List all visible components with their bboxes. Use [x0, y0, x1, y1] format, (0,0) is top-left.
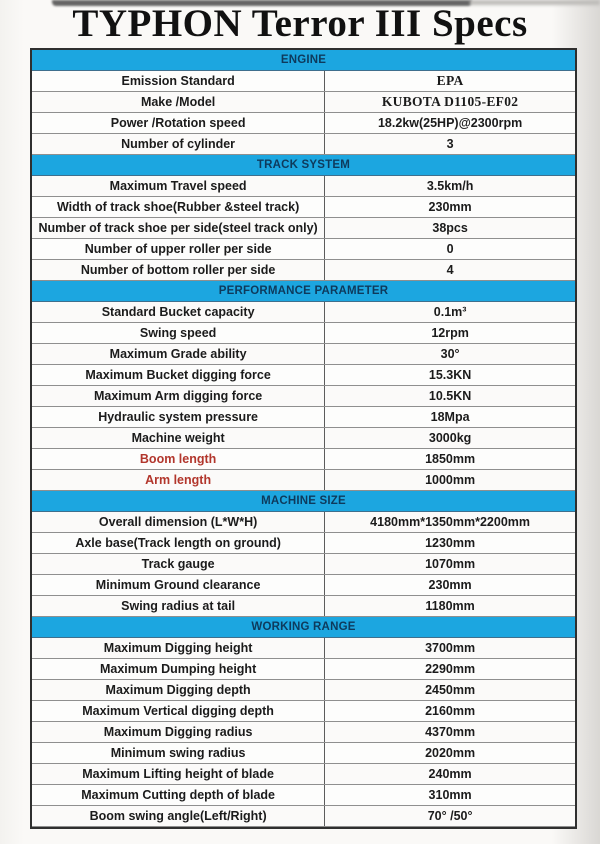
spec-value: 70° /50°: [427, 809, 473, 823]
spec-value: 1850mm: [425, 452, 476, 466]
spec-row: [32, 92, 575, 113]
section-header-engine: ENGINE: [32, 50, 575, 71]
spec-value: 3000kg: [428, 431, 472, 445]
spec-value: 3: [446, 137, 454, 151]
spec-label: Power /Rotation speed: [32, 113, 325, 133]
spec-row: [32, 134, 575, 155]
spec-value: KUBOTA D1105-EF02: [381, 94, 519, 109]
spec-row: [32, 344, 575, 365]
spec-value: 1180mm: [425, 599, 475, 613]
spec-label: Make /Model: [32, 92, 325, 112]
section-header-track-system: TRACK SYSTEM: [32, 155, 575, 176]
spec-value: 18.2kw(25HP)@2300rpm: [377, 116, 523, 130]
spec-label: Maximum Vertical digging depth: [32, 701, 325, 721]
spec-row: [32, 722, 575, 743]
spec-label: Maximum Travel speed: [32, 176, 325, 196]
spec-row: [32, 365, 575, 386]
spec-row: [32, 113, 575, 134]
spec-value: 18Mpa: [430, 410, 470, 424]
spec-value: 15.3KN: [428, 368, 472, 382]
spec-row: [32, 785, 575, 806]
spec-label: Emission Standard: [32, 71, 325, 91]
spec-label: Arm length: [32, 470, 325, 490]
spec-row: [32, 218, 575, 239]
spec-label: Maximum Digging radius: [32, 722, 325, 742]
section-header-machine-size: MACHINE SIZE: [32, 491, 575, 512]
spec-row: [32, 806, 575, 827]
spec-value: 1000mm: [425, 473, 476, 487]
spec-label: Boom swing angle(Left/Right): [32, 806, 325, 826]
spec-row: [32, 302, 575, 323]
spec-row: [32, 71, 575, 92]
spec-label: Swing speed: [32, 323, 325, 343]
spec-value: 2290mm: [425, 662, 476, 676]
spec-row: [32, 407, 575, 428]
spec-row: [32, 428, 575, 449]
spec-value: 30°: [440, 347, 460, 361]
spec-label: Maximum Dumping height: [32, 659, 325, 679]
spec-label: Maximum Cutting depth of blade: [32, 785, 325, 805]
spec-value: 4: [446, 263, 454, 277]
spec-label: Width of track shoe(Rubber &steel track): [32, 197, 325, 217]
spec-label: Number of bottom roller per side: [32, 260, 325, 280]
spec-label: Maximum Digging depth: [32, 680, 325, 700]
spec-label: Boom length: [32, 449, 325, 469]
spec-label: Swing radius at tail: [32, 596, 325, 616]
spec-label: Number of cylinder: [32, 134, 325, 154]
spec-label: Hydraulic system pressure: [32, 407, 325, 427]
spec-row: [32, 260, 575, 281]
spec-value: 12rpm: [431, 326, 469, 340]
spec-value: 240mm: [428, 767, 472, 781]
spec-value: 10.5KN: [428, 389, 472, 403]
spec-row: [32, 197, 575, 218]
spec-row: [32, 176, 575, 197]
spec-label: Maximum Bucket digging force: [32, 365, 325, 385]
spec-label: Number of track shoe per side(steel track only): [32, 218, 325, 238]
spec-label: Maximum Digging height: [32, 638, 325, 658]
spec-value: 0: [446, 242, 454, 256]
spec-row: [32, 680, 575, 701]
spec-row: [32, 764, 575, 785]
spec-row: [32, 743, 575, 764]
spec-value: 2020mm: [425, 746, 476, 760]
spec-label: Machine weight: [32, 428, 325, 448]
spec-value: 3700mm: [425, 641, 476, 655]
spec-label: Maximum Arm digging force: [32, 386, 325, 406]
spec-row: [32, 386, 575, 407]
spec-row: [32, 638, 575, 659]
spec-value: 1070mm: [425, 557, 476, 571]
spec-value: 310mm: [428, 788, 472, 802]
spec-value: 4180mm*1350mm*2200mm: [370, 515, 531, 529]
section-header-performance-parameter: PERFORMANCE PARAMETER: [32, 281, 575, 302]
spec-row: [32, 449, 575, 470]
spec-value: 1230mm: [425, 536, 476, 550]
spec-value: 0.1m³: [433, 305, 467, 319]
spec-value: EPA: [436, 73, 464, 88]
spec-label: Minimum Ground clearance: [32, 575, 325, 595]
spec-row: [32, 575, 575, 596]
spec-row: [32, 239, 575, 260]
spec-label: Number of upper roller per side: [32, 239, 325, 259]
spec-value: 38pcs: [432, 221, 468, 235]
section-header-working-range: WORKING RANGE: [32, 617, 575, 638]
spec-row: [32, 596, 575, 617]
spec-value: 230mm: [428, 200, 472, 214]
spec-row: [32, 554, 575, 575]
spec-row: [32, 701, 575, 722]
spec-value: 230mm: [428, 578, 472, 592]
spec-value: 2160mm: [425, 704, 476, 718]
spec-value: 3.5km/h: [426, 179, 474, 193]
spec-row: [32, 323, 575, 344]
spec-row: [32, 659, 575, 680]
spec-row: [32, 470, 575, 491]
spec-label: Maximum Lifting height of blade: [32, 764, 325, 784]
spec-row: [32, 533, 575, 554]
spec-label: Minimum swing radius: [32, 743, 325, 763]
spec-table: [30, 48, 577, 829]
page-title: TYPHON Terror III Specs: [72, 2, 528, 45]
spec-label: Overall dimension (L*W*H): [32, 512, 325, 532]
spec-label: Standard Bucket capacity: [32, 302, 325, 322]
spec-label: Maximum Grade ability: [32, 344, 325, 364]
spec-value: 4370mm: [425, 725, 476, 739]
spec-label: Axle base(Track length on ground): [32, 533, 325, 553]
spec-label: Track gauge: [32, 554, 325, 574]
spec-value: 2450mm: [425, 683, 476, 697]
spec-row: [32, 512, 575, 533]
